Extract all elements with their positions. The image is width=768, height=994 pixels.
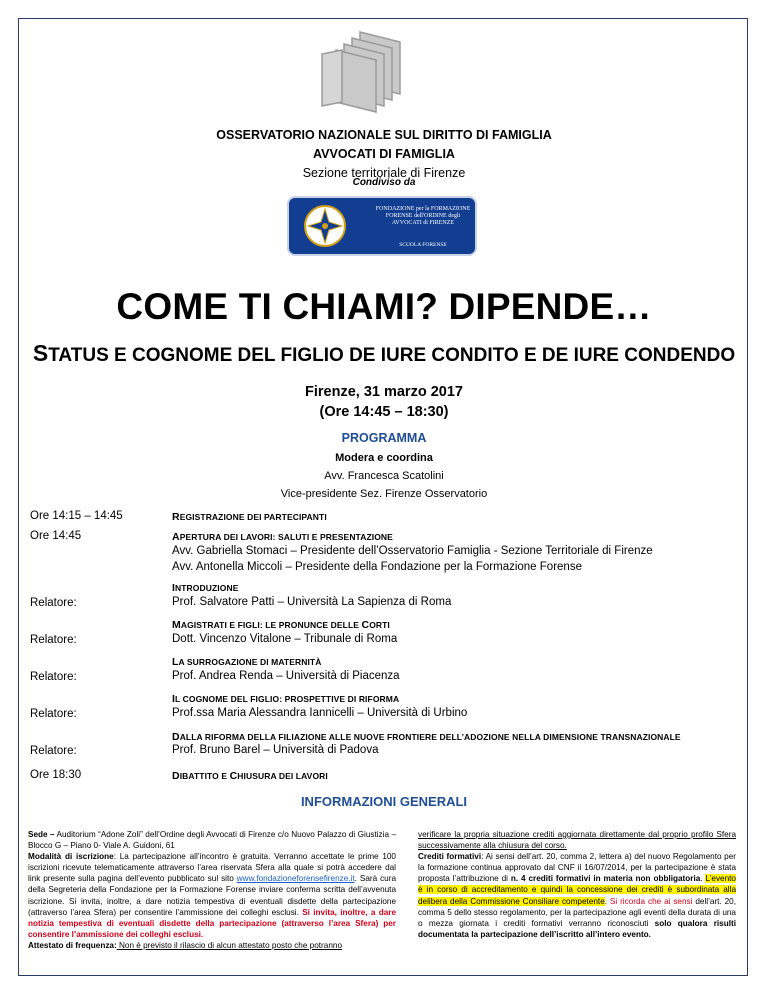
schedule-role: Relatore: [30, 671, 77, 683]
info-right-column: verificare la propria situazione crediti aggiornata direttamente dal proprio profilo Sfera successivamente alla chiusura del corso. Crediti formativi: Ai sensi dell’art. 20, comma 2, lettera a) del nuovo Regolamento per la formazione continua approvato dal CNF il 16/07/2014, per la partecipazione è stata proposta l’attribuzione di n. 4 crediti formativi in materia non obbligatoria. L’evento è in corso di accreditamento e quindi la concessione dei crediti è subordinata alla delibera della Commissione Consiliare competente. Si ricorda che ai sensi dell’art. 20, comma 5 dello stesso regolamento, per la partecipazione agli eventi della durata di una o mezza giornata i crediti formativi verranno riconosciuti solo qualora risulti documentata la partecipazione dell’iscritto all’intero evento. [418, 830, 736, 939]
programma-heading: PROGRAMMA [341, 431, 427, 445]
moderator-role: Vice-presidente Sez. Firenze Osservatorio [280, 488, 488, 500]
event-date: Firenze, 31 marzo 2017 [305, 384, 463, 400]
schedule-role: Relatore: [30, 745, 77, 757]
schedule-item-title: DIBATTITO E CHIUSURA DEI LAVORI [172, 770, 328, 782]
schedule-item-title: INTRODUZIONE [172, 582, 239, 594]
schedule-item-title: IL COGNOME DEL FIGLIO: PROSPETTIVE DI RIFORMA [172, 693, 400, 705]
schedule-time: Ore 14:45 [30, 530, 82, 542]
info-left-column: Sede – Auditorium “Adone Zoli” dell’Ordine degli Avvocati di Firenze c/o Nuovo Palazzo di Giustizia – Blocco G – Piano 0- Viale A. Guidoni, 61 Modalità di iscrizione: La partecipazione all’incontro è gratuita. Verranno accettate le prime 100 iscrizioni ricevute telematicamente attraverso l’area riservata Sfera alla quale si potrà accedere dal link presente sulla pagina dell’evento pubblicato sul sito www.fondazioneforensefirenze.it. Sarà cura della Segreteria della Fondazione per la Formazione Forense inviare conferma scritta dell’avvenuta iscrizione. Si invita, inoltre, a dare notizia tempestiva di eventuali disdette della partecipazione (attraverso l’area Sfera) per consentire l’ammissione dei colleghi esclusi. Si invita, inoltre, a dare notizia tempestiva di eventuali disdette della partecipazione (attraverso l’area Sfera) per consentire l’ammissione dei colleghi esclusi. Attestato di frequenza: Non è previsto il rilascio di alcun attestato posto che potranno [28, 830, 397, 950]
moderator-name: Avv. Francesca Scatolini [324, 470, 444, 482]
schedule-item-title: REGISTRAZIONE DEI PARTECIPANTI [172, 511, 327, 523]
accreditation-highlight: L’evento è in corso di accreditamento e quindi la concessione dei crediti è subordinata alla delibera della Commissione Consiliare competente [418, 874, 736, 906]
schedule-role: Relatore: [30, 634, 77, 646]
schedule-role: Relatore: [30, 597, 77, 609]
info-heading: INFORMAZIONI GENERALI [300, 794, 468, 809]
fondazione-website-link[interactable]: www.fondazioneforensefirenze.it [236, 874, 355, 884]
moderator-heading: Modera e coordina [335, 452, 433, 464]
schedule-item-title: MAGISTRATI E FIGLI: LE PRONUNCE DELLE CORTI [172, 619, 390, 631]
partner-logo [287, 196, 477, 256]
section-name: Sezione territoriale di Firenze [302, 166, 466, 180]
event-subtitle-text: TATUS E COGNOME DEL FIGLIO DE IURE CONDITO E DE IURE CONDENDO [48, 345, 736, 366]
schedule-item-speaker: Dott. Vincenzo Vitalone – Tribunale di Roma [172, 633, 398, 645]
schedule-item-speaker: Prof.ssa Maria Alessandra Iannicelli – Università di Urbino [172, 707, 468, 719]
schedule-item-speaker: Prof. Bruno Barel – Università di Padova [172, 744, 379, 756]
org-name: OSSERVATORIO NAZIONALE SUL DIRITTO DI FAMIGLIA [216, 128, 552, 142]
schedule-item-title: APERTURA DEI LAVORI: SALUTI E PRESENTAZIONE [172, 531, 393, 543]
schedule-item-speaker: Prof. Salvatore Patti – Università La Sapienza di Roma [172, 596, 452, 608]
event-title: COME TI CHIAMI? DIPENDE… [116, 286, 652, 327]
compass-seal-icon [303, 204, 347, 248]
stacked-pages-logo-icon [314, 28, 404, 113]
shared-by-label: Condiviso da [352, 177, 416, 188]
event-subtitle-cap: S [32, 340, 49, 366]
schedule-item-speaker: Avv. Antonella Miccoli – Presidente della Fondazione per la Formazione Forense [172, 561, 582, 573]
event-subtitle [0, 340, 768, 367]
schedule-item-title: LA SURROGAZIONE DI MATERNITÀ [172, 656, 322, 668]
event-time: (Ore 14:45 – 18:30) [319, 404, 449, 420]
schedule-item-speaker: Avv. Gabriella Stomaci – Presidente dell’Osservatorio Famiglia - Sezione Territoriale di Firenze [172, 545, 653, 557]
schedule-role: Relatore: [30, 708, 77, 720]
schedule-time: Ore 18:30 [30, 769, 82, 781]
partner-logo-subtext: SCUOLA FORENSE [399, 242, 447, 248]
schedule-time: Ore 14:15 – 14:45 [30, 510, 123, 522]
schedule-item-title: DALLA RIFORMA DELLA FILIAZIONE ALLE NUOVE FRONTIERE DELL’ADOZIONE NELLA DIMENSIONE TRANSNAZIONALE [172, 731, 681, 743]
schedule-item-speaker: Prof. Andrea Renda – Università di Piacenza [172, 670, 400, 682]
org-subname: AVVOCATI DI FAMIGLIA [313, 147, 455, 161]
partner-logo-text: FONDAZIONE per la FORMAZIONE FORENSE dell'ORDINE degli AVVOCATI di FIRENZE [375, 206, 471, 226]
